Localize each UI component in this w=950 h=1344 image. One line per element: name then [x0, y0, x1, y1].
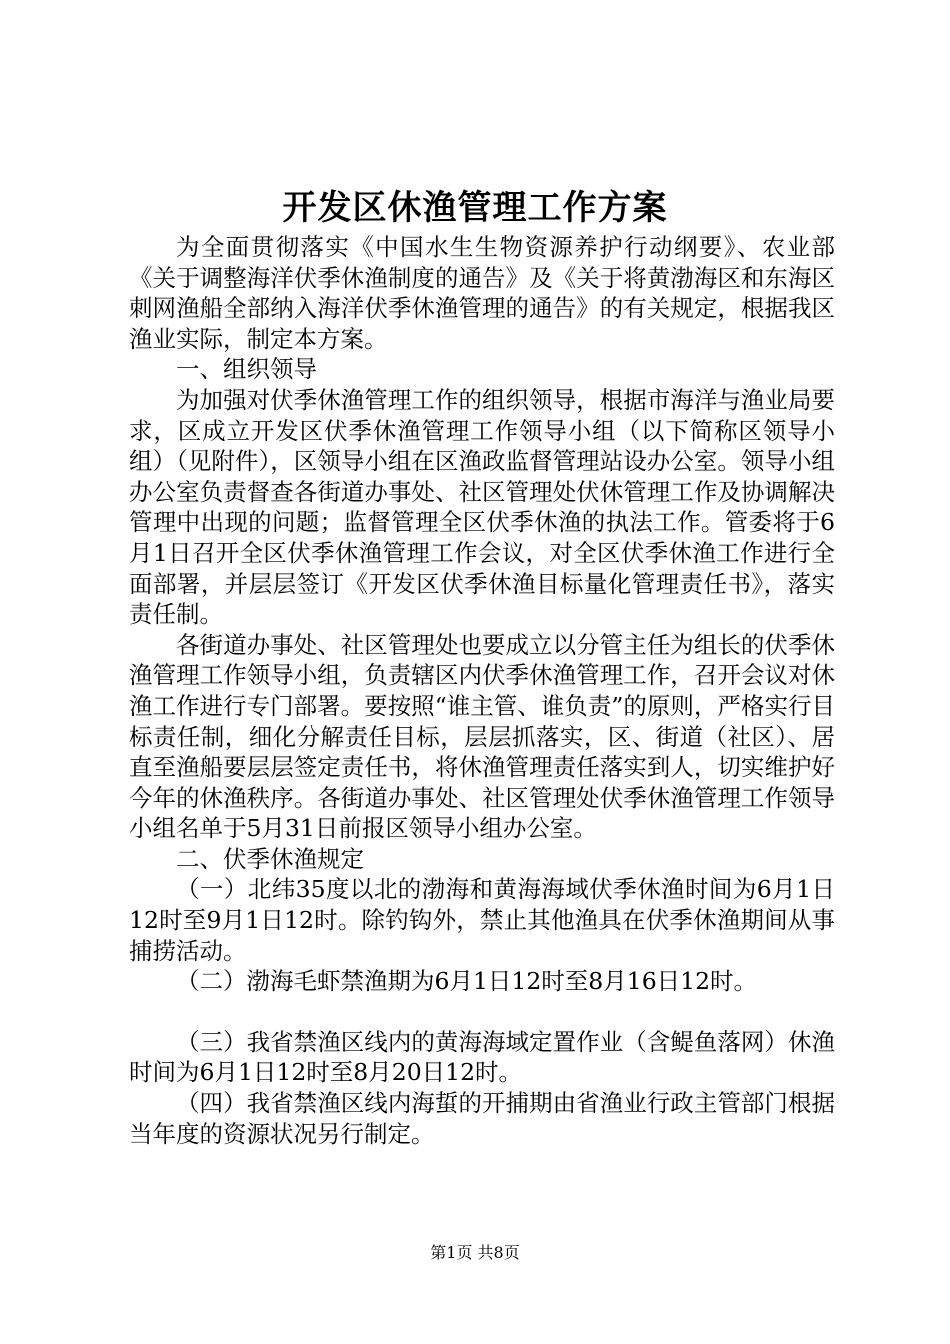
regulation-item-4: （四）我省禁渔区线内海蜇的开捕期由省渔业行政主管部门根据当年度的资源状况另行制定。: [129, 1089, 835, 1148]
regulation-item-3: （三）我省禁渔区线内的黄海海域定置作业（含鳀鱼落网）休渔时间为6月1日12时至8月20日12时。: [129, 1027, 835, 1087]
paragraph-street-offices: 各街道办事处、社区管理处也要成立以分管主任为组长的伏季休渔管理工作领导小组，负责辖区内伏季休渔管理工作，召开会议对休渔工作进行专门部署。要按照“谁主管、谁负责”的原则，严格实行目标责任制，细化分解责任目标，层层抓落实，区、街道（社区）、居直至渔船要层层签定责任书，将休渔管理责任落实到人，切实维护好今年的休渔秩序。各街道办事处、社区管理处伏季休渔管理工作领导小组名单于5月31日前报区领导小组办公室。: [129, 630, 835, 843]
page-footer: 第1页 共8页: [430, 1243, 520, 1262]
regulation-item-2: （二）渤海毛虾禁渔期为6月1日12时至8月16日12时。: [176, 967, 758, 996]
section-heading-organization: 一、组织领导: [176, 355, 317, 384]
paragraph-organization: 为加强对伏季休渔管理工作的组织领导，根据市海洋与渔业局要求，区成立开发区伏季休渔管理工作领导小组（以下简称区领导小组）（见附件），区领导小组在区渔政监督管理站设办公室。领导小组办公室负责督查各街道办事处、社区管理处伏休管理工作及协调解决管理中出现的问题；监督管理全区伏季休渔的执法工作。管委将于6月1日召开全区伏季休渔管理工作会议，对全区伏季休渔工作进行全面部署，并层层签订《开发区伏季休渔目标量化管理责任书》，落实责任制。: [129, 385, 835, 629]
section-heading-regulations: 二、伏季休渔规定: [176, 844, 364, 873]
document-body: [129, 232, 835, 1149]
paragraph-intro: 为全面贯彻落实《中国水生生物资源养护行动纲要》、农业部《关于调整海洋伏季休渔制度的通告》及《关于将黄渤海区和东海区刺网渔船全部纳入海洋伏季休渔管理的通告》的有关规定，根据我区渔业实际，制定本方案。: [129, 233, 835, 353]
document-title: 开发区休渔管理工作方案: [282, 188, 668, 228]
regulation-item-1: （一）北纬35度以北的渤海和黄海海域伏季休渔时间为6月1日12时至9月1日12时。除钓钩外，禁止其他渔具在伏季休渔期间从事捕捞活动。: [129, 875, 835, 965]
